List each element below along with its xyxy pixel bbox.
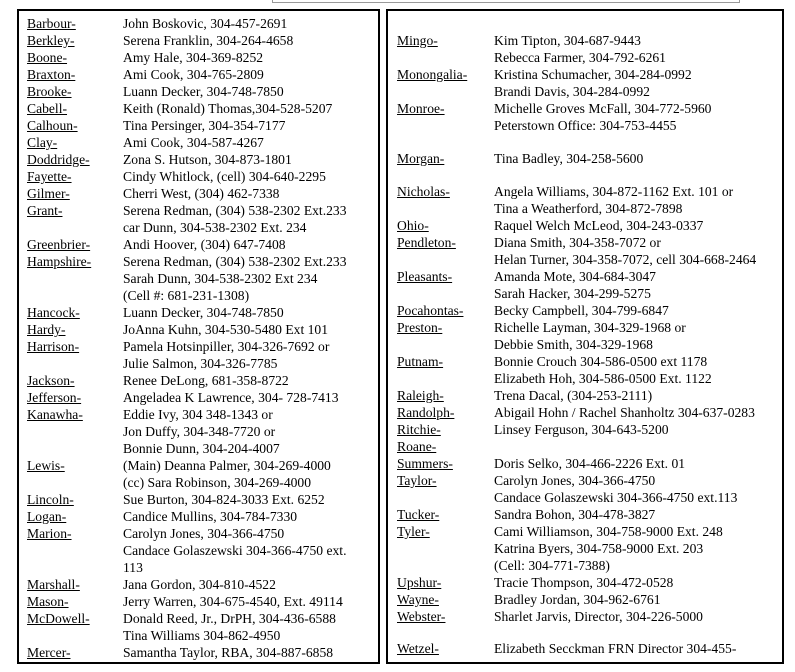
- right-contact-row: [388, 421, 782, 438]
- contact-info: (Cell #: 681-231-1308): [123, 288, 250, 303]
- contact-info: Tina Persinger, 304-354-7177: [123, 118, 286, 133]
- left-contact-row: [19, 440, 378, 457]
- right-contact-row: [388, 506, 782, 523]
- county-name: Lincoln-: [27, 492, 74, 507]
- county-name: Brooke-: [27, 84, 72, 99]
- contact-info: Serena Redman, (304) 538-2302 Ext.233: [123, 254, 347, 269]
- left-contact-row: [19, 457, 378, 474]
- left-contact-row: [19, 202, 378, 219]
- county-name: Mason-: [27, 594, 69, 609]
- county-name: Nicholas-: [397, 184, 450, 199]
- county-name: Preston-: [397, 320, 443, 335]
- right-contact-row: [388, 489, 782, 506]
- left-contact-row: [19, 321, 378, 338]
- contact-info: Brandi Davis, 304-284-0992: [494, 84, 650, 99]
- right-contact-row: [388, 302, 782, 319]
- left-contact-row: [19, 576, 378, 593]
- left-contact-row: [19, 559, 378, 576]
- left-contact-row: [19, 270, 378, 287]
- left-contact-row: [19, 338, 378, 355]
- left-contact-row: [19, 117, 378, 134]
- contact-info: Tina Badley, 304-258-5600: [494, 151, 644, 166]
- contact-info: Candace Golaszewski 304-366-4750 ext.113: [494, 490, 738, 505]
- county-name: Summers-: [397, 456, 453, 471]
- contact-info: Helan Turner, 304-358-7072, cell 304-668-2464: [494, 252, 757, 267]
- county-name: Harrison-: [27, 339, 80, 354]
- contact-info: Kim Tipton, 304-687-9443: [494, 33, 641, 48]
- contact-info: Candice Mullins, 304-784-7330: [123, 509, 298, 524]
- contact-info: Tracie Thompson, 304-472-0528: [494, 575, 674, 590]
- contact-info: Sarah Hacker, 304-299-5275: [494, 286, 651, 301]
- contact-info: (Cell: 304-771-7388): [494, 558, 610, 573]
- contact-info: Candace Golaszewski 304-366-4750 ext.: [123, 543, 347, 558]
- county-name: Mingo-: [397, 33, 438, 48]
- left-contact-row: [19, 491, 378, 508]
- county-name: Cabell-: [27, 101, 68, 116]
- left-contact-row: [19, 593, 378, 610]
- contact-info: Becky Campbell, 304-799-6847: [494, 303, 669, 318]
- left-contact-row: [19, 134, 378, 151]
- county-name: McDowell-: [27, 611, 90, 626]
- contact-info: Tina a Weatherford, 304-872-7898: [494, 201, 683, 216]
- right-contact-row: [388, 353, 782, 370]
- left-contact-row: [19, 253, 378, 270]
- contact-info: Serena Franklin, 304-264-4658: [123, 33, 294, 48]
- contact-info: Richelle Layman, 304-329-1968 or: [494, 320, 686, 335]
- right-contact-row: [388, 472, 782, 489]
- contact-info: Eddie Ivy, 304 348-1343 or: [123, 407, 273, 422]
- contact-info: Ami Cook, 304-587-4267: [123, 135, 264, 150]
- right-contact-row: [388, 285, 782, 302]
- right-contact-row: [388, 32, 782, 49]
- contact-info: Debbie Smith, 304-329-1968: [494, 337, 653, 352]
- right-contact-row: [388, 608, 782, 625]
- contact-info: Serena Redman, (304) 538-2302 Ext.233: [123, 203, 347, 218]
- county-name: Morgan-: [397, 151, 445, 166]
- contact-info: Jerry Warren, 304-675-4540, Ext. 49114: [123, 594, 343, 609]
- contact-info: 113: [123, 560, 143, 575]
- contact-info: Rebecca Farmer, 304-792-6261: [494, 50, 666, 65]
- contact-info: Sharlet Jarvis, Director, 304-226-5000: [494, 609, 703, 624]
- contact-info: Raquel Welch McLeod, 304-243-0337: [494, 218, 704, 233]
- right-contact-row: [388, 83, 782, 100]
- left-contact-row: [19, 49, 378, 66]
- left-contact-row: [19, 304, 378, 321]
- right-contact-row: [388, 251, 782, 268]
- county-name: Jackson-: [27, 373, 75, 388]
- county-name: Randolph-: [397, 405, 455, 420]
- right-contact-row: [388, 523, 782, 540]
- contact-info: Renee DeLong, 681-358-8722: [123, 373, 289, 388]
- county-name: Ohio-: [397, 218, 429, 233]
- contact-info: Carolyn Jones, 304-366-4750: [123, 526, 285, 541]
- left-contact-row: [19, 525, 378, 542]
- county-name: Wetzel-: [397, 641, 439, 656]
- contact-info: John Boskovic, 304-457-2691: [123, 16, 288, 31]
- contact-info: Zona S. Hutson, 304-873-1801: [123, 152, 292, 167]
- left-contact-row: [19, 355, 378, 372]
- county-name: Braxton-: [27, 67, 76, 82]
- contact-info: Linsey Ferguson, 304-643-5200: [494, 422, 669, 437]
- left-contact-row: [19, 66, 378, 83]
- contact-info: Amanda Mote, 304-684-3047: [494, 269, 656, 284]
- left-contact-row: [19, 15, 378, 32]
- left-contact-row: [19, 542, 378, 559]
- left-contact-panel: [17, 9, 380, 664]
- county-name: Kanawha-: [27, 407, 83, 422]
- right-contact-row: [388, 217, 782, 234]
- right-contact-row: [388, 591, 782, 608]
- contact-info: Cami Williamson, 304-758-9000 Ext. 248: [494, 524, 723, 539]
- left-contact-row: [19, 32, 378, 49]
- contact-info: Cindy Whitlock, (cell) 304-640-2295: [123, 169, 326, 184]
- contact-info: (Main) Deanna Palmer, 304-269-4000: [123, 458, 331, 473]
- county-name: Tyler-: [397, 524, 430, 539]
- right-contact-row: [388, 268, 782, 285]
- right-contact-row: [388, 404, 782, 421]
- right-contact-row: [388, 387, 782, 404]
- contact-info: Carolyn Jones, 304-366-4750: [494, 473, 656, 488]
- county-name: Doddridge-: [27, 152, 90, 167]
- contact-info: Angela Williams, 304-872-1162 Ext. 101 or: [494, 184, 734, 199]
- contact-info: Angeladea K Lawrence, 304- 728-7413: [123, 390, 339, 405]
- county-name: Boone-: [27, 50, 68, 65]
- contact-info: Donald Reed, Jr., DrPH, 304-436-6588: [123, 611, 336, 626]
- county-name: Gilmer-: [27, 186, 70, 201]
- contact-info: Abigail Hohn / Rachel Shanholtz 304-637-0283: [494, 405, 755, 420]
- left-contact-row: [19, 423, 378, 440]
- contact-info: Elizabeth Secckman FRN Director 304-455-: [494, 641, 737, 656]
- contact-info: Jana Gordon, 304-810-4522: [123, 577, 276, 592]
- right-contact-row: [388, 640, 782, 657]
- contact-info: Sue Burton, 304-824-3033 Ext. 6252: [123, 492, 325, 507]
- county-name: Hardy-: [27, 322, 66, 337]
- contact-info: Tina Williams 304-862-4950: [123, 628, 281, 643]
- county-name: Roane-: [397, 439, 437, 454]
- county-name: Marion-: [27, 526, 72, 541]
- county-name: Grant-: [27, 203, 63, 218]
- contact-info: Andi Hoover, (304) 647-7408: [123, 237, 286, 252]
- county-name: Upshur-: [397, 575, 442, 590]
- right-contact-row: [388, 557, 782, 574]
- contact-info: Trena Dacal, (304-253-2111): [494, 388, 653, 403]
- left-contact-row: [19, 168, 378, 185]
- contact-info: Julie Salmon, 304-326-7785: [123, 356, 278, 371]
- left-contact-row: [19, 508, 378, 525]
- county-name: Mercer-: [27, 645, 71, 660]
- county-name: Putnam-: [397, 354, 444, 369]
- right-contact-row: [388, 49, 782, 66]
- left-contact-row: [19, 644, 378, 661]
- county-name: Taylor-: [397, 473, 437, 488]
- right-contact-row: [388, 319, 782, 336]
- county-name: Raleigh-: [397, 388, 444, 403]
- right-contact-row: [388, 438, 782, 455]
- county-name: Wayne-: [397, 592, 439, 607]
- contact-info: Peterstown Office: 304-753-4455: [494, 118, 677, 133]
- left-contact-row: [19, 474, 378, 491]
- right-contact-row: [388, 100, 782, 117]
- left-contact-row: [19, 83, 378, 100]
- left-contact-row: [19, 372, 378, 389]
- county-name: Tucker-: [397, 507, 440, 522]
- contact-info: Luann Decker, 304-748-7850: [123, 305, 284, 320]
- county-name: Jefferson-: [27, 390, 82, 405]
- contact-info: Sandra Bohon, 304-478-3827: [494, 507, 656, 522]
- right-contact-row: [388, 200, 782, 217]
- county-name: Marshall-: [27, 577, 80, 592]
- contact-info: Bonnie Dunn, 304-204-4007: [123, 441, 280, 456]
- contact-info: Jon Duffy, 304-348-7720 or: [123, 424, 276, 439]
- right-contact-row: [388, 370, 782, 387]
- right-contact-row: [388, 540, 782, 557]
- left-contact-row: [19, 406, 378, 423]
- county-name: Pocahontas-: [397, 303, 464, 318]
- right-contact-row: [388, 117, 782, 134]
- contact-info: Diana Smith, 304-358-7072 or: [494, 235, 661, 250]
- right-contact-row: [388, 455, 782, 472]
- right-contact-row: [388, 574, 782, 591]
- contact-info: Pamela Hotsinpiller, 304-326-7692 or: [123, 339, 330, 354]
- contact-info: JoAnna Kuhn, 304-530-5480 Ext 101: [123, 322, 329, 337]
- county-name: Pleasants-: [397, 269, 453, 284]
- contact-info: Sarah Dunn, 304-538-2302 Ext 234: [123, 271, 318, 286]
- county-name: Ritchie-: [397, 422, 441, 437]
- county-name: Clay-: [27, 135, 58, 150]
- county-name: Calhoun-: [27, 118, 78, 133]
- county-name: Monroe-: [397, 101, 445, 116]
- left-contact-row: [19, 287, 378, 304]
- contact-info: Luann Decker, 304-748-7850: [123, 84, 284, 99]
- contact-info: (cc) Sara Robinson, 304-269-4000: [123, 475, 312, 490]
- county-name: Pendleton-: [397, 235, 456, 250]
- county-name: Logan-: [27, 509, 67, 524]
- county-name: Hancock-: [27, 305, 80, 320]
- left-contact-row: [19, 100, 378, 117]
- left-contact-row: [19, 219, 378, 236]
- contact-info: Samantha Taylor, RBA, 304-887-6858: [123, 645, 334, 660]
- county-name: Lewis-: [27, 458, 65, 473]
- left-contact-row: [19, 627, 378, 644]
- contact-info: Kristina Schumacher, 304-284-0992: [494, 67, 692, 82]
- contact-info: Bradley Jordan, 304-962-6761: [494, 592, 661, 607]
- county-name: Greenbrier-: [27, 237, 91, 252]
- contact-info: Bonnie Crouch 304-586-0500 ext 1178: [494, 354, 708, 369]
- county-name: Berkley-: [27, 33, 75, 48]
- right-contact-row: [388, 183, 782, 200]
- contact-info: Elizabeth Hoh, 304-586-0500 Ext. 1122: [494, 371, 712, 386]
- left-contact-row: [19, 236, 378, 253]
- left-contact-row: [19, 185, 378, 202]
- contact-info: car Dunn, 304-538-2302 Ext. 234: [123, 220, 307, 235]
- county-name: Barbour-: [27, 16, 76, 31]
- contact-info: Cherri West, (304) 462-7338: [123, 186, 280, 201]
- right-contact-row: [388, 66, 782, 83]
- contact-info: Michelle Groves McFall, 304-772-5960: [494, 101, 712, 116]
- county-name: Webster-: [397, 609, 446, 624]
- contact-info: Keith (Ronald) Thomas,304-528-5207: [123, 101, 333, 116]
- left-contact-row: [19, 389, 378, 406]
- contact-info: Amy Hale, 304-369-8252: [123, 50, 264, 65]
- contact-info: Katrina Byers, 304-758-9000 Ext. 203: [494, 541, 704, 556]
- right-contact-row: [388, 336, 782, 353]
- right-contact-row: [388, 150, 782, 167]
- left-contact-row: [19, 151, 378, 168]
- left-contact-row: [19, 610, 378, 627]
- county-name: Fayette-: [27, 169, 72, 184]
- top-edge-bar: [272, 0, 740, 3]
- county-name: Monongalia-: [397, 67, 468, 82]
- contact-info: Ami Cook, 304-765-2809: [123, 67, 264, 82]
- right-contact-row: [388, 234, 782, 251]
- right-contact-panel: [386, 9, 784, 664]
- county-name: Hampshire-: [27, 254, 92, 269]
- contact-info: Doris Selko, 304-466-2226 Ext. 01: [494, 456, 686, 471]
